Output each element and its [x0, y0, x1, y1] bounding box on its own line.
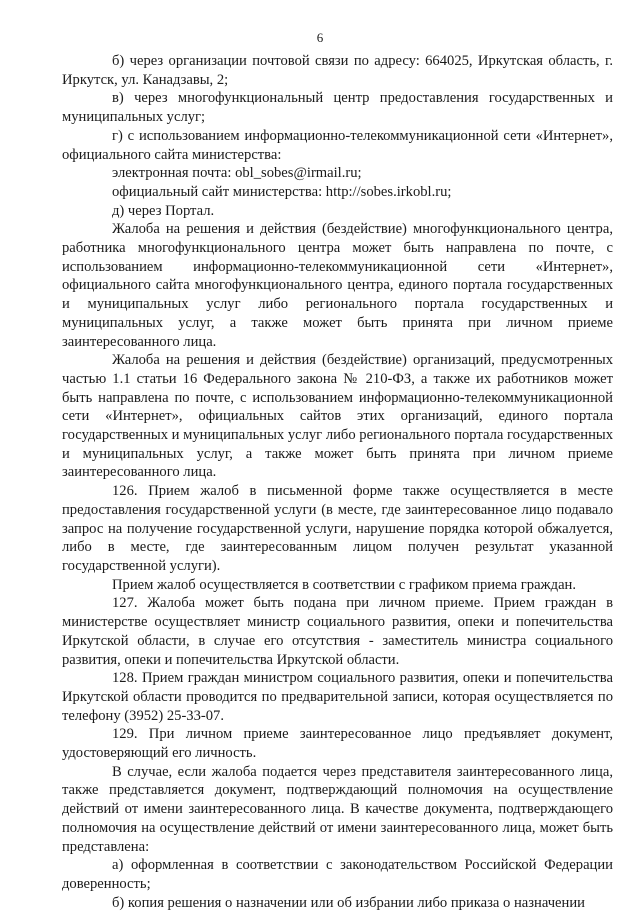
paragraph-129: 129. При личном приеме заинтересованное лицо предъявляет документ, удостоверяющий его личность.	[62, 726, 613, 762]
paragraph-organizations-complaint: Жалоба на решения и действия (бездействие) организаций, предусмотренных частью 1.1 статьи 16 Федерального закона № 210-ФЗ, а также их работников может быть направлена по почте, с использованием информационно-телекоммуникационной сети «Интернет», официальных сайтов этих организаций, единого портала государственных и муниципальных услуг либо регионального портала государственных и муниципальных услуг, а также может быть принята при личном приеме заинтересованного лица.	[62, 352, 613, 481]
document-body	[62, 52, 613, 912]
paragraph-128: 128. Прием граждан министром социального развития, опеки и попечительства Иркутской области проводится по предварительной записи, которая осуществляется по телефону (3952) 25-33-07.	[62, 670, 613, 724]
paragraph-decision-copy: б) копия решения о назначении или об избрании либо приказа о назначении	[112, 894, 585, 911]
paragraph-127: 127. Жалоба может быть подана при личном приеме. Прием граждан в министерстве осуществляет министр социального развития, опеки и попечительства Иркутской области, в случае его отсутствия - заместитель министра социального развития, опеки и попечительства Иркутской области.	[62, 595, 613, 668]
page-number: 6	[316, 30, 324, 45]
paragraph-internet: г) с использованием информационно-телекоммуникационной сети «Интернет», официального сайта министерства:	[62, 127, 613, 163]
paragraph-126: 126. Прием жалоб в письменной форме также осуществляется в месте предоставления государственной услуги (в месте, где заинтересованное лицо подавало запрос на получение государственной услуги, нарушение порядка которой обжалуется, либо в месте, где заинтересованным лицом получен результат указанной государственной услуги).	[62, 483, 613, 574]
paragraph-schedule: Прием жалоб осуществляется в соответствии с графиком приема граждан.	[112, 576, 576, 593]
paragraph-postal: б) через организации почтовой связи по адресу: 664025, Иркутская область, г. Иркутск, ул. Канадзавы, 2;	[62, 53, 613, 88]
paragraph-website: официальный сайт министерства: http://sobes.irkobl.ru;	[112, 183, 452, 200]
paragraph-portal: д) через Портал.	[112, 202, 215, 219]
paragraph-power-of-attorney: а) оформленная в соответствии с законодательством Российской Федерации доверенность;	[62, 857, 613, 892]
paragraph-mfc: в) через многофункциональный центр предоставления государственных и муниципальных услуг;	[62, 90, 613, 126]
paragraph-email: электронная почта: obl_sobes@irmail.ru;	[112, 165, 362, 182]
paragraph-mfc-complaint: Жалоба на решения и действия (бездействие) многофункционального центра, работника многофункционального центра может быть направлена по почте, с использованием информационно-телекоммуникационной сети «Интернет», официального сайта многофункционального центра, единого портала государственных и муниципальных услуг либо регионального портала государственных и муниципальных услуг, а также может быть принята при личном приеме заинтересованного лица.	[62, 221, 613, 350]
paragraph-representative: В случае, если жалоба подается через представителя заинтересованного лица, также представляется документ, подтверждающий полномочия на осуществление действий от имени заинтересованного лица. В качестве документа, подтверждающего полномочия на осуществление действий от имени заинтересованного лица, может быть представлена:	[62, 763, 613, 855]
